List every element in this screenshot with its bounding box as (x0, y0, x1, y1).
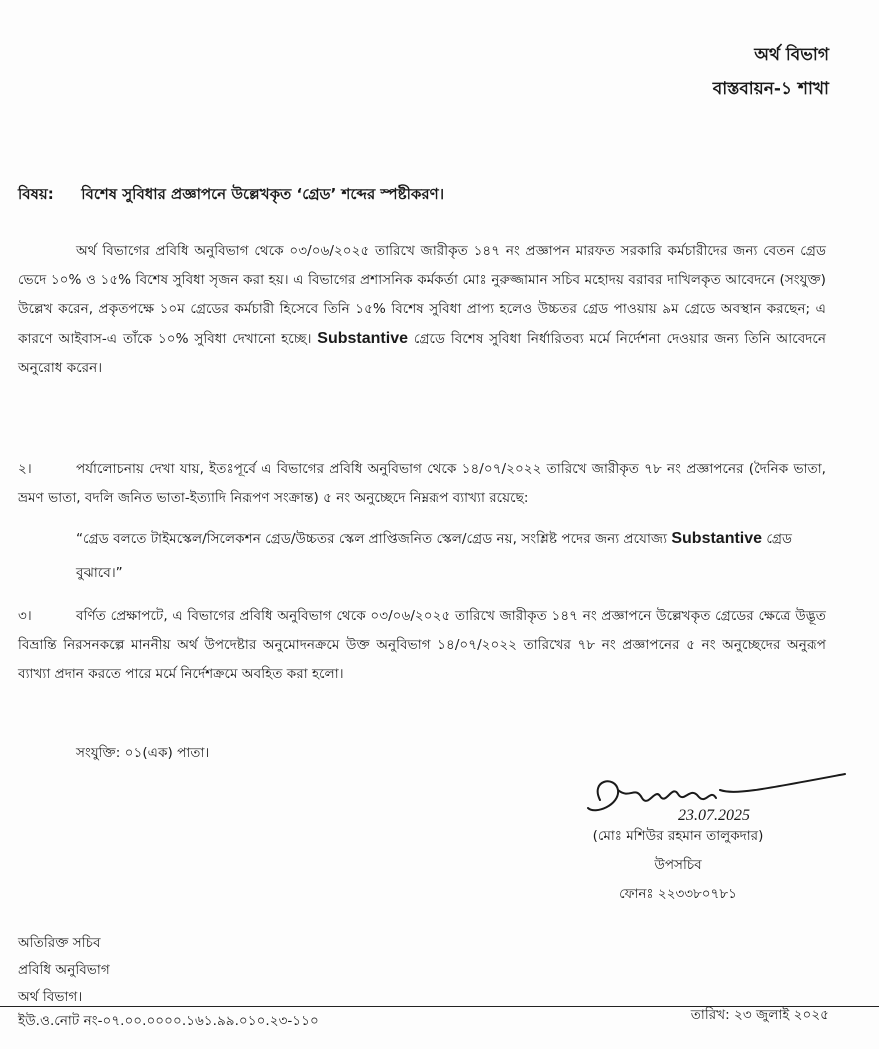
signatory-name: (মোঃ মশিউর রহমান তালুকদার) (592, 828, 764, 844)
quote-text-b: গ্রেড বুঝাবে।” (76, 531, 793, 581)
quote-latin-term: Substantive (671, 530, 763, 547)
office-header (713, 38, 829, 106)
paragraph-1-text-a: অর্থ বিভাগের প্রবিধি অনুবিভাগ থেকে ০৩/০৬/২০২৫ তারিখে জারীকৃত ১৪৭ নং প্রজ্ঞাপন মারফত সরকারি কর্মচারীদের জন্য বেতন গ্রেড ভেদে ১০% ও ১৫% বিশেষ সুবিধা সৃজন করা হয়। এ বিভাগের প্রশাসনিক কর্মকর্তা মোঃ নুরুজ্জামান সচিব মহোদয় বরাবর দাখিলকৃত আবেদনে (সংযুক্ত) উল্লেখ করেন, প্রকৃতপক্ষে ১০ম গ্রেডের কর্মচারী হিসেবে তিনি ১৫% বিশেষ সুবিধা প্রাপ্য হলেও উচ্চতর গ্রেড পাওয়ায় ৯ম গ্রেডে অবস্থান করছেন; এ কারণে আইবাস-এ তাঁকে ১০% সুবিধা দেখানো হচ্ছে। (18, 243, 826, 347)
addressee-block (18, 930, 110, 1011)
quoted-definition (76, 522, 828, 590)
uo-note-number: ইউ.ও.নোট নং-০৭.০০.০০০০.১৬১.৯৯.০১০.২৩-১১০ (18, 1013, 319, 1029)
subject-label: বিষয়: (18, 185, 54, 203)
paragraph-3-text: বর্ণিত প্রেক্ষাপটে, এ বিভাগের প্রবিধি অনুবিভাগ থেকে ০৩/০৬/২০২৫ তারিখে জারীকৃত ১৪৭ নং প্রজ্ঞাপনে উল্লেখকৃত গ্রেডের ক্ষেত্রে উদ্ভূত বিভ্রান্তি নিরসনকল্পে মাননীয় অর্থ উপদেষ্টার অনুমোদনক্রমে উক্ত অনুবিভাগ ১৪/০৭/২০২২ তারিখের ৭৮ নং প্রজ্ঞাপনের ৫ নং অনুচ্ছেদের অনুরূপ ব্যাখ্যা প্রদান করতে পারে মর্মে নির্দেশক্রমে অবহিত করা হলো। (18, 608, 826, 682)
addressee-line-1: অতিরিক্ত সচিব (18, 935, 101, 951)
paragraph-2-text: পর্যালোচনায় দেখা যায়, ইতঃপূর্বে এ বিভাগের প্রবিধি অনুবিভাগ থেকে ১৪/০৭/২০২২ তারিখে জারীকৃত ৭৮ নং প্রজ্ঞাপনের (দৈনিক ভাতা, ভ্রমণ ভাতা, বদলি জনিত ভাতা-ইত্যাদি নিরূপণ সংক্রান্ত) ৫ নং অনুচ্ছেদে নিম্নরূপ ব্যাখ্যা রয়েছে: (18, 461, 826, 506)
issue-date: তারিখ: ২৩ জুলাই ২০২৫ (690, 1007, 829, 1023)
subject-line (18, 183, 858, 208)
paragraph-3-number: ৩। (18, 608, 32, 624)
division-name: অর্থ বিভাগ (754, 45, 829, 65)
subject-text: বিশেষ সুবিধার প্রজ্ঞাপনে উল্লেখকৃত ‘গ্রেড’ শব্দের স্পষ্টীকরণ। (81, 185, 445, 203)
signature-date: 23.07.2025 (678, 807, 750, 824)
addressee-line-3: অর্থ বিভাগ। (18, 989, 83, 1005)
addressee-line-2: প্রবিধি অনুবিভাগ (18, 962, 110, 978)
quote-text-a: “গ্রেড বলতে টাইমস্কেল/সিলেকশন গ্রেড/উচ্চতর স্কেল প্রাপ্তিজনিত স্কেল/গ্রেড নয়, সংশ্লিষ্ট পদের জন্য প্রযোজ্য (76, 531, 668, 547)
paragraph-3 (18, 602, 826, 689)
branch-name: বাস্তবায়ন-১ শাখা (712, 79, 829, 99)
paragraph-2 (18, 455, 826, 513)
paragraph-1 (18, 237, 826, 383)
paragraph-1-latin-term: Substantive (317, 330, 408, 347)
paragraph-1-text-b: গ্রেডে বিশেষ সুবিধা নির্ধারিতব্য মর্মে নির্দেশনা দেওয়ার জন্য তিনি আবেদনে অনুরোধ করেন। (18, 331, 827, 376)
signatory-designation: উপসচিব (654, 857, 702, 873)
enclosure-note: সংযুক্তি: ০১(এক) পাতা। (76, 745, 210, 761)
paragraph-2-number: ২। (18, 461, 32, 477)
signatory-phone: ফোনঃ ২২৩৩৮০৭৮১ (619, 886, 737, 902)
handwritten-signature (560, 760, 850, 830)
signatory-block (548, 822, 808, 909)
